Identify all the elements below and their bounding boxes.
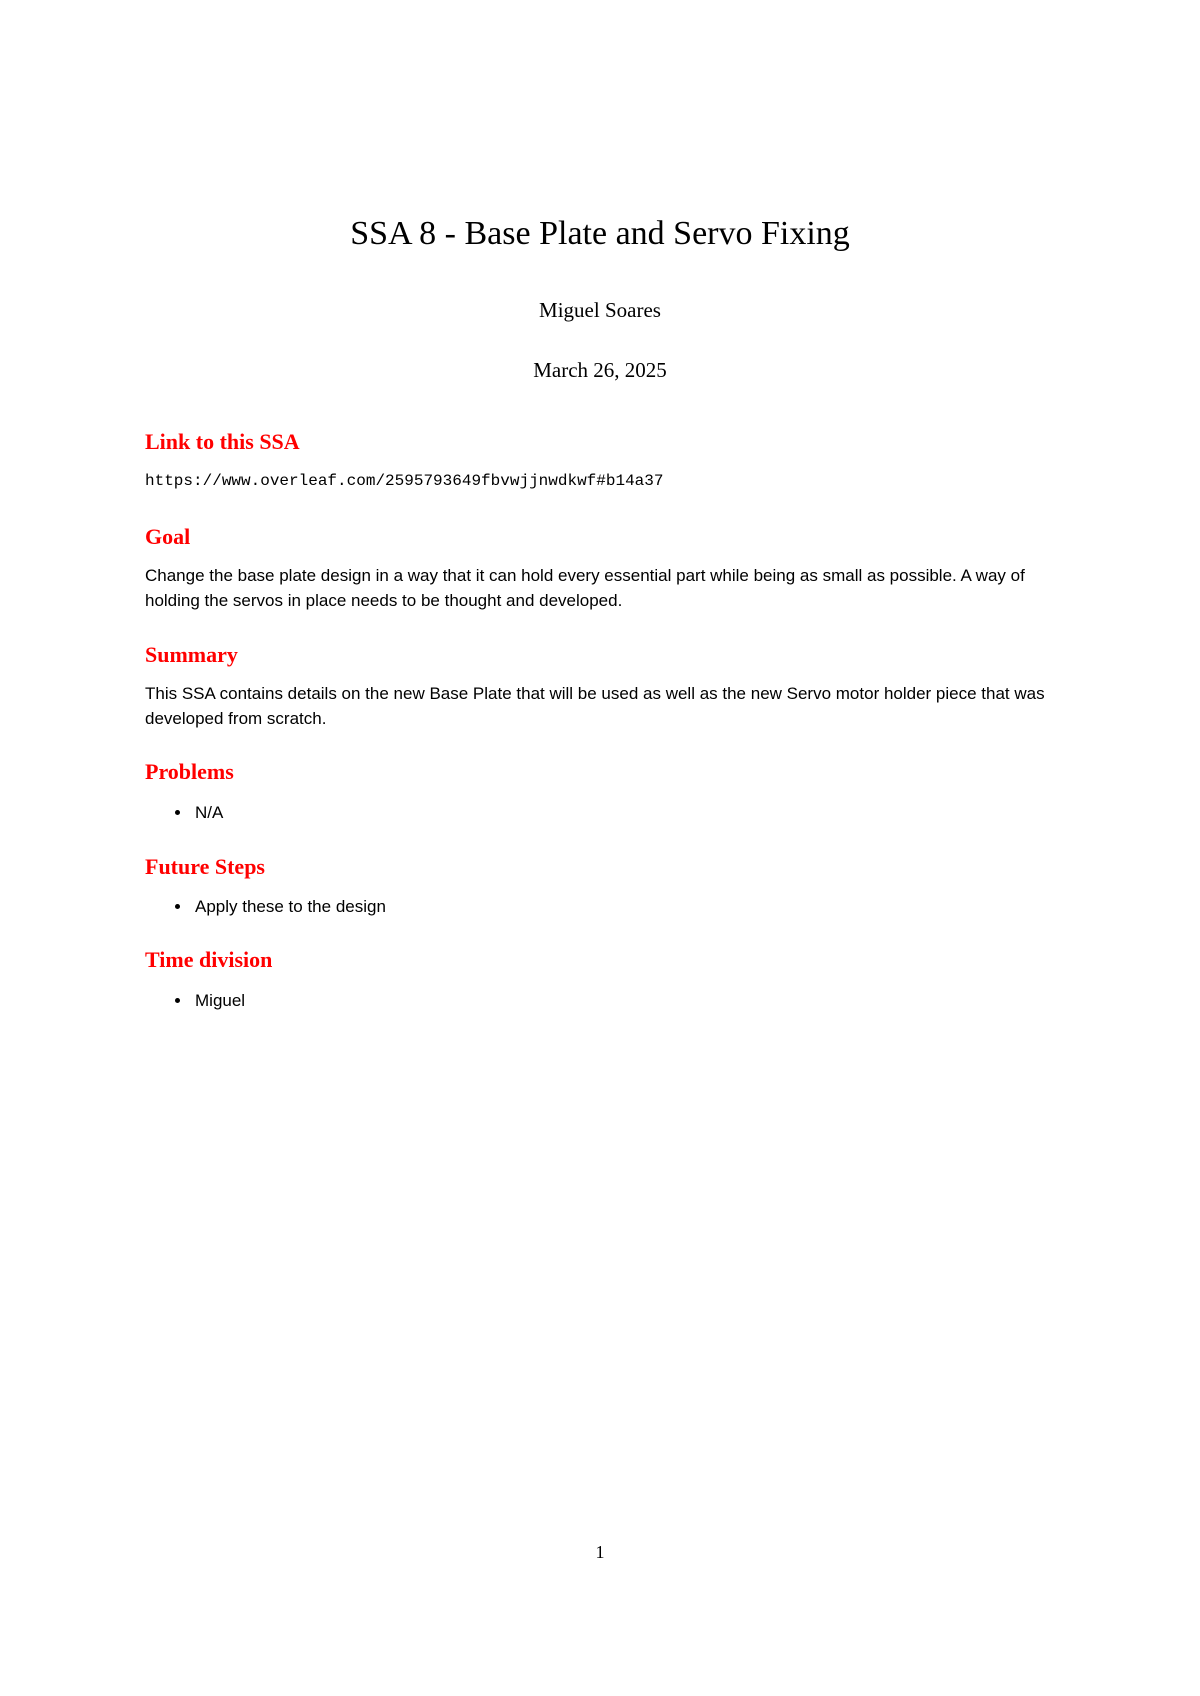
document-date: March 26, 2025: [533, 358, 667, 382]
section-heading-time-division: Time division: [145, 947, 273, 972]
section-heading-link: Link to this SSA: [145, 429, 300, 454]
future-steps-list: [145, 894, 386, 919]
bullet-icon: [175, 904, 180, 909]
document-title: SSA 8 - Base Plate and Servo Fixing: [350, 215, 850, 252]
list-item: [145, 988, 245, 1013]
goal-paragraph: Change the base plate design in a way that it can hold every essential part while being as small as possible. A way of holding the servos in place needs to be thought and developed.: [145, 566, 1025, 610]
list-item-text: N/A: [195, 803, 224, 822]
section-heading-goal: Goal: [145, 524, 191, 549]
list-item-text: Apply these to the design: [195, 897, 386, 916]
page-number: 1: [595, 1542, 605, 1562]
list-item: [145, 800, 223, 825]
section-heading-summary: Summary: [145, 642, 238, 667]
section-heading-future-steps: Future Steps: [145, 854, 265, 879]
summary-paragraph: This SSA contains details on the new Base Plate that will be used as well as the new Servo motor holder piece that was developed from scratch.: [145, 684, 1045, 728]
section-heading-problems: Problems: [145, 759, 234, 784]
bullet-icon: [175, 810, 180, 815]
bullet-icon: [175, 998, 180, 1003]
ssa-link-url[interactable]: https://www.overleaf.com/2595793649fbvwjjnwdkwf#b14a37: [145, 472, 664, 490]
list-item: [145, 894, 386, 919]
document-author: Miguel Soares: [539, 298, 661, 322]
problems-list: [145, 800, 223, 825]
list-item-text: Miguel: [195, 991, 246, 1010]
time-division-list: [145, 988, 245, 1013]
